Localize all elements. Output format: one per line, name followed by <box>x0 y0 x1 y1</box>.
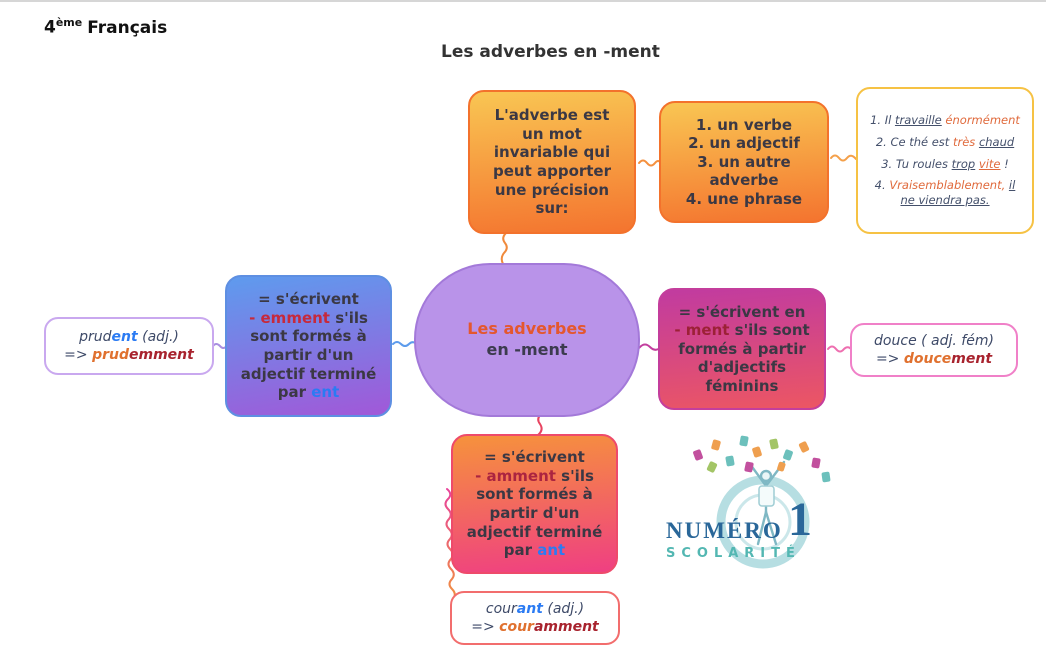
connector-center-to-amment <box>538 414 542 435</box>
rule-amment-ending: ant <box>537 541 566 560</box>
douce-adjective-line: douce ( adj. fém) <box>874 332 994 349</box>
subject-label: Français <box>87 17 168 38</box>
numero1-scolarite-logo <box>660 434 860 574</box>
courant-adjective-line: courant (adj.) <box>485 600 585 617</box>
definition-node <box>468 90 636 234</box>
courant-adverb-line: => couramment <box>471 619 599 635</box>
rule-emment-suffix: - emment <box>249 308 330 327</box>
grade-superscript: ème <box>55 16 83 29</box>
prudent-adverb-line: => prudemment <box>64 347 194 363</box>
rule-emment-intro: = s'écrivent <box>258 290 359 309</box>
logo-brand-text: NUMÉRO <box>666 518 783 543</box>
example-sentence-2: 2. Ce thé est très chaud <box>875 134 1015 149</box>
rule-emment-body: s'ils sont formés à partir d'un adjectif terminé par <box>240 308 377 402</box>
definition-text: L'adverbe est un mot invariable qui peut apporter une précision sur: <box>492 106 612 218</box>
douce-adverb-line: => doucement <box>875 351 993 367</box>
rule-ment-suffix: - ment <box>674 321 730 340</box>
applies-item-1: 1. un verbe <box>695 115 793 134</box>
rule-ment-node <box>658 288 826 410</box>
page-title: Les adverbes en -ment <box>441 42 660 62</box>
student-shirt <box>759 486 774 506</box>
example-courant-node <box>450 591 620 645</box>
logo-subtitle-text: SCOLARITÉ <box>666 546 801 561</box>
rule-ment-intro: = s'écrivent en <box>678 302 806 321</box>
example-sentence-1: 1. Il travaille énormément <box>870 112 1020 127</box>
connector-definition-to-applies <box>639 161 661 166</box>
example-douce-node <box>850 323 1018 377</box>
logo-number-one: 1 <box>788 493 812 546</box>
examples-node <box>856 87 1034 234</box>
rule-emment-ending: ent <box>311 383 340 402</box>
center-topic-node <box>414 263 640 417</box>
connector-ment-to-douce <box>828 347 852 352</box>
rule-amment-suffix: - amment <box>475 466 556 485</box>
rule-ment-body: s'ils sont formés à partir d'adjectifs féminins <box>678 321 810 395</box>
center-topic-line2: en -ment <box>486 340 568 359</box>
example-prudent-node <box>44 317 214 375</box>
prudent-adjective-line: prudent (adj.) <box>79 328 179 345</box>
rule-amment-intro: = s'écrivent <box>484 448 585 467</box>
applies-item-2: 2. un adjectif <box>688 134 800 153</box>
center-topic-line1: Les adverbes <box>467 319 587 339</box>
example-sentence-3: 3. Tu roules trop vite ! <box>881 156 1009 171</box>
rule-emment-node <box>225 275 392 417</box>
grade-label: 4 <box>44 17 56 38</box>
example-sentence-4: 4. Vraisemblablement, il ne viendra pas. <box>874 178 1016 208</box>
applies-to-node <box>659 101 829 223</box>
applies-item-4: 4. une phrase <box>685 189 803 208</box>
applies-item-3: 3. un autre adverbe <box>697 152 791 190</box>
connector-center-to-definition <box>502 233 507 264</box>
rule-amment-node <box>451 434 618 574</box>
rule-amment-body: s'ils sont formés à partir d'un adjectif terminé par <box>466 466 603 560</box>
connector-applies-to-examples <box>831 156 856 161</box>
